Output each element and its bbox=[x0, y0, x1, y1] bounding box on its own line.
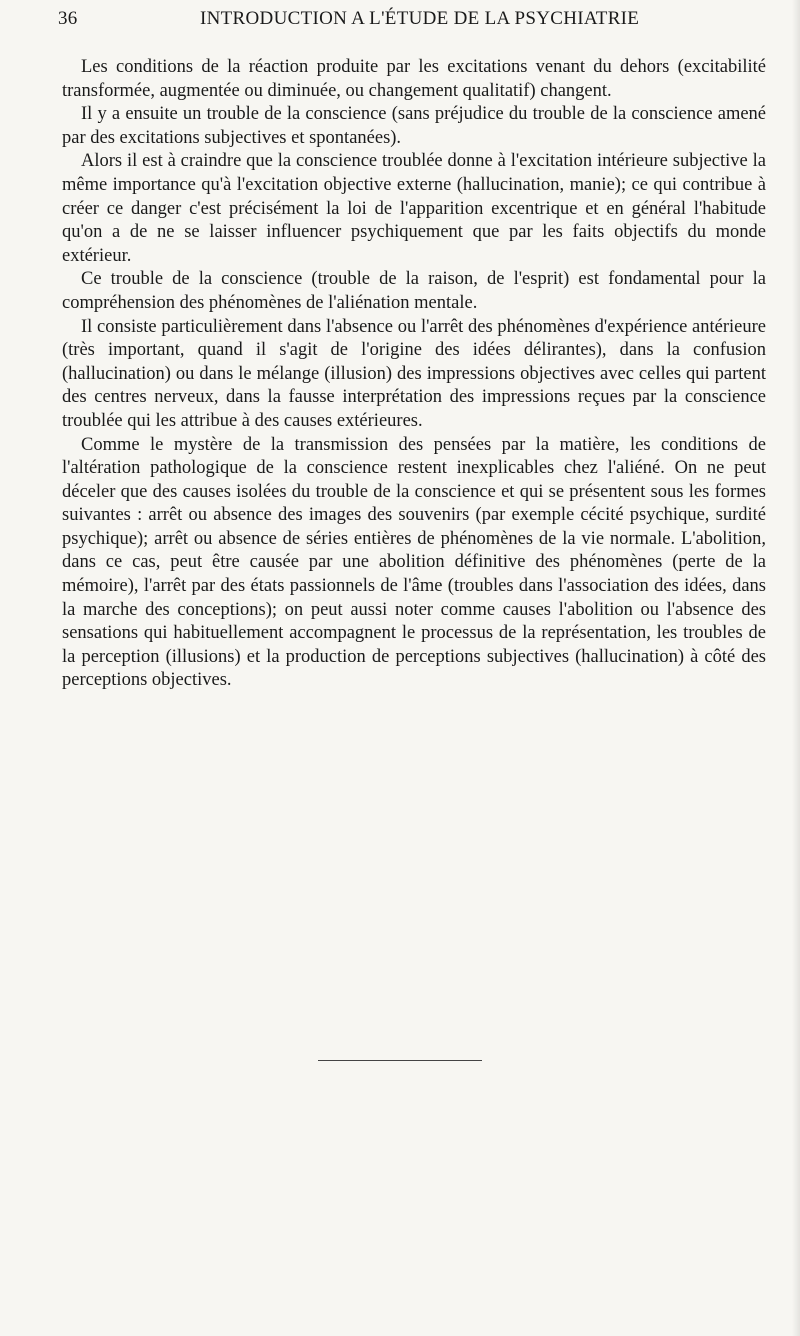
page-edge-shadow bbox=[792, 0, 800, 1336]
paragraph: Il y a ensuite un trouble de la conscience (sans préjudice du trouble de la conscience amené par des excitations subjectives et spontanées). bbox=[62, 104, 766, 148]
paragraph: Ce trouble de la conscience (trouble de la raison, de l'esprit) est fondamental pour la compréhension des phénomènes de l'aliénation mentale. bbox=[62, 269, 766, 313]
paragraph: Comme le mystère de la transmission des pensées par la matière, les conditions de l'altération pathologique de la conscience restent inexplicables chez l'aliéné. On ne peut déceler que des causes isolées du trouble de la conscience et qui se présentent sous les formes suivantes : arrêt ou absence des images des souvenirs (par exemple cécité psychique, surdité psychique); arrêt ou absence de séries entières de phénomènes de la vie normale. L'abolition, dans ce cas, peut être causée par une abolition définitive des phénomènes (perte de la mémoire), l'arrêt par des états passionnels de l'âme (troubles dans l'association des idées, dans la marche des conceptions); on peut aussi noter comme causes l'abolition ou l'absence des sensations qui habituellement accompagnent le processus de la représentation, les troubles de la perception (illusions) et la production de perceptions subjectives (hallucination) à côté des perceptions objectives. bbox=[62, 434, 766, 691]
page-number: 36 bbox=[58, 8, 78, 29]
running-head bbox=[58, 8, 770, 38]
paragraph: Alors il est à craindre que la conscience troublée donne à l'excitation intérieure subjective la même importance qu'à l'excitation objective externe (hallucination, manie); ce qui contribue à créer ce danger c'est précisément la loi de l'apparition excentrique et en général l'habitude qu'on a de ne se laisser influencer psychiquement que par les faits objectifs du monde extérieur. bbox=[62, 151, 766, 266]
body-text bbox=[62, 56, 766, 693]
paragraph: Les conditions de la réaction produite par les excitations venant du dehors (excitabilité transformée, augmentée ou diminuée, ou changement qualitatif) changent. bbox=[62, 57, 766, 101]
footer-divider bbox=[318, 1060, 482, 1061]
running-title: INTRODUCTION A L'ÉTUDE DE LA PSYCHIATRIE bbox=[200, 8, 640, 29]
paragraph: Il consiste particulièrement dans l'absence ou l'arrêt des phénomènes d'expérience antérieure (très important, quand il s'agit de l'origine des idées délirantes), dans la confusion (hallucination) ou dans le mélange (illusion) des impressions objectives avec celles qui partent des centres nerveux, dans la fausse interprétation des impressions reçues par la conscience troublée qui les attribue à des causes extérieures. bbox=[62, 316, 766, 431]
